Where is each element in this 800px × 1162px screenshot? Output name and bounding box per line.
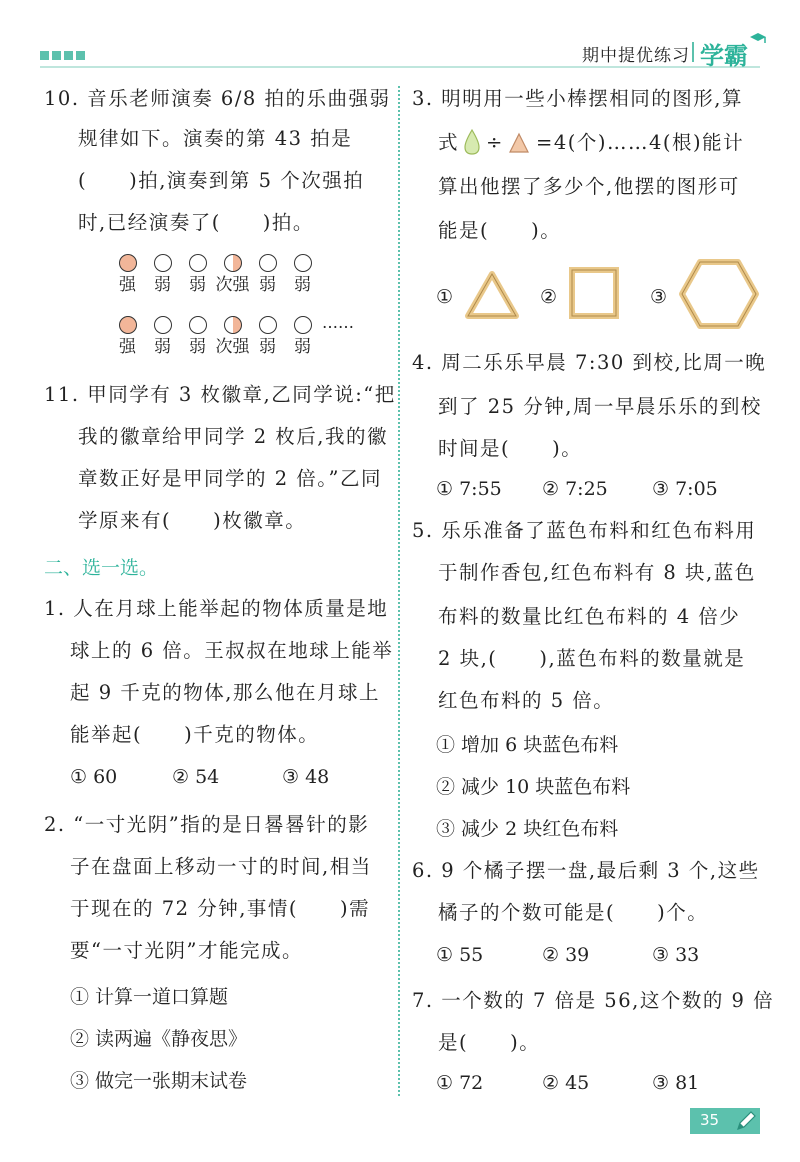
s2-option-1: ① 计算一道口算题 <box>70 986 229 1008</box>
s7-line-1: 7. 一个数的 7 倍是 56,这个数的 9 倍 <box>412 989 775 1012</box>
stick-triangle-icon <box>462 268 522 324</box>
s5-line-4: 2 块,( ),蓝色布料的数量就是 <box>438 647 746 670</box>
s5-option-3: ③ 减少 2 块红色布料 <box>436 818 619 840</box>
s3-line-4: 能是( )。 <box>438 219 562 242</box>
s5-line-2: 于制作香包,红色布料有 8 块,蓝色 <box>438 561 756 584</box>
beat-weak: 弱 <box>145 316 180 360</box>
s6-line-2: 橘子的个数可能是( )个。 <box>438 901 709 924</box>
beat-diagram-row-2 <box>110 316 320 360</box>
s1-line-3: 起 9 千克的物体,那么他在月球上 <box>70 681 381 704</box>
q10-line-3: ( )拍,演奏到第 5 个次强拍 <box>78 169 365 192</box>
s2-line-4: 要“一寸光阴”才能完成。 <box>70 939 303 962</box>
beat-substrong: 次强 <box>215 254 250 298</box>
pencil-icon <box>733 1108 759 1134</box>
s5-line-3: 布料的数量比红色布料的 4 倍少 <box>438 605 741 628</box>
q11-line-1: 11. 甲同学有 3 枚徽章,乙同学说:“把 <box>44 383 396 406</box>
s1-option-1: ① 60 <box>70 766 118 788</box>
s5-option-1: ① 增加 6 块蓝色布料 <box>436 734 619 756</box>
beat-diagram-row-1 <box>110 254 320 298</box>
beat-weak: 弱 <box>180 316 215 360</box>
s1-option-2: ② 54 <box>172 766 220 788</box>
beat-substrong: 次强 <box>215 316 250 360</box>
s2-line-3: 于现在的 72 分钟,事情( )需 <box>70 897 371 920</box>
q11-line-2: 我的徽章给甲同学 2 枚后,我的徽 <box>78 425 389 448</box>
beat-ellipsis: …… <box>322 313 354 332</box>
stick-square-icon <box>566 264 622 324</box>
s1-line-2: 球上的 6 倍。王叔叔在地球上能举 <box>70 639 394 662</box>
q11-line-3: 章数正好是甲同学的 2 倍。”乙同 <box>78 467 383 490</box>
s5-line-5: 红色布料的 5 倍。 <box>438 689 615 712</box>
triangle-icon <box>508 132 530 154</box>
q11-line-4: 学原来有( )枚徽章。 <box>78 509 307 532</box>
q10-line-4: 时,已经演奏了( )拍。 <box>78 211 314 234</box>
graduation-cap-icon <box>748 30 768 46</box>
s3-line-2-prefix: 式 <box>438 131 460 154</box>
beat-weak: 弱 <box>250 316 285 360</box>
header-separator <box>692 42 694 62</box>
s3-line-2: =4(个)……4(根)能计 <box>536 131 745 154</box>
header-rule <box>40 66 760 68</box>
s7-option-3: ③ 81 <box>652 1072 700 1094</box>
s1-line-1: 1. 人在月球上能举起的物体质量是地 <box>44 597 389 620</box>
s7-line-2: 是( )。 <box>438 1031 541 1054</box>
beat-weak: 弱 <box>285 316 320 360</box>
s3-option-3: ③ <box>650 286 668 308</box>
s3-line-1: 3. 明明用一些小棒摆相同的图形,算 <box>412 87 744 110</box>
s5-line-1: 5. 乐乐准备了蓝色布料和红色布料用 <box>412 519 757 542</box>
page-number: 35 <box>700 1111 720 1129</box>
s7-option-2: ② 45 <box>542 1072 590 1094</box>
s5-option-2: ② 减少 10 块蓝色布料 <box>436 776 631 798</box>
beat-weak: 弱 <box>180 254 215 298</box>
beat-strong: 强 <box>110 254 145 298</box>
s6-option-3: ③ 33 <box>652 944 700 966</box>
s1-line-4: 能举起( )千克的物体。 <box>70 723 320 746</box>
s4-line-1: 4. 周二乐乐早晨 7:30 到校,比周一晚 <box>412 351 767 374</box>
s6-line-1: 6. 9 个橘子摆一盘,最后剩 3 个,这些 <box>412 859 760 882</box>
beat-weak: 弱 <box>285 254 320 298</box>
s4-option-3: ③ 7:05 <box>652 478 718 500</box>
division-sign: ÷ <box>486 131 504 154</box>
s2-line-2: 子在盘面上移动一寸的时间,相当 <box>70 855 372 878</box>
s1-option-3: ③ 48 <box>282 766 330 788</box>
stick-hexagon-icon <box>676 256 762 332</box>
beat-weak: 弱 <box>250 254 285 298</box>
q10-line-2: 规律如下。演奏的第 43 拍是 <box>78 127 353 150</box>
s2-option-3: ③ 做完一张期末试卷 <box>70 1070 248 1092</box>
s4-option-1: ① 7:55 <box>436 478 502 500</box>
column-divider <box>398 86 400 1096</box>
header-title: 期中提优练习 <box>582 46 690 66</box>
section-heading: 二、选一选。 <box>44 557 159 579</box>
s2-option-2: ② 读两遍《静夜思》 <box>70 1028 248 1050</box>
brand-logo: 学霸 <box>700 42 748 70</box>
beat-weak: 弱 <box>145 254 180 298</box>
header-decoration <box>40 51 85 60</box>
beat-strong: 强 <box>110 316 145 360</box>
s4-line-3: 时间是( )。 <box>438 437 583 460</box>
s6-option-1: ① 55 <box>436 944 484 966</box>
s3-option-1: ① <box>436 286 454 308</box>
s7-option-1: ① 72 <box>436 1072 484 1094</box>
s4-option-2: ② 7:25 <box>542 478 608 500</box>
s2-line-1: 2. “一寸光阴”指的是日晷晷针的影 <box>44 813 370 836</box>
s3-option-2: ② <box>540 286 558 308</box>
s4-line-2: 到了 25 分钟,周一早晨乐乐的到校 <box>438 395 762 418</box>
q10-line-1: 10. 音乐老师演奏 6/8 拍的乐曲强弱 <box>44 87 391 110</box>
s3-line-3: 算出他摆了多少个,他摆的图形可 <box>438 175 740 198</box>
s6-option-2: ② 39 <box>542 944 590 966</box>
water-drop-icon <box>462 128 482 156</box>
